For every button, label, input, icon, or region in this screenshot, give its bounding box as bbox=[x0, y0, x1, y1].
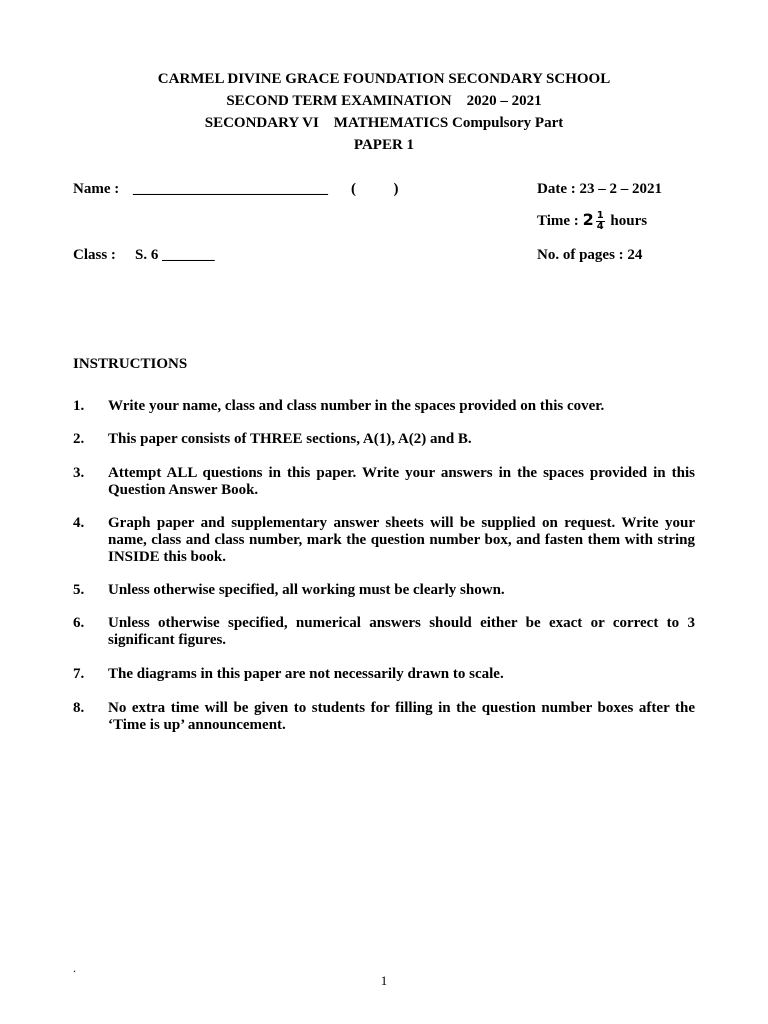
instruction-number: 8. bbox=[73, 700, 85, 716]
instruction-text: The diagrams in this paper are not necessarily drawn to scale. bbox=[108, 666, 504, 682]
time-fraction bbox=[596, 211, 605, 232]
exam-date: Date : 23 – 2 – 2021 bbox=[537, 181, 662, 197]
instruction-number: 7. bbox=[73, 666, 85, 682]
name-label: Name : bbox=[73, 181, 120, 197]
instructions-heading: INSTRUCTIONS bbox=[73, 356, 188, 372]
subject-title: SECONDARY VI MATHEMATICS Compulsory Part bbox=[204, 115, 564, 131]
instruction-text: This paper consists of THREE sections, A(1), A(2) and B. bbox=[108, 431, 472, 447]
instruction-item bbox=[73, 515, 695, 566]
time-denominator: 4 bbox=[596, 221, 604, 233]
time-numerator: 1 bbox=[596, 210, 604, 222]
instruction-text: Graph paper and supplementary answer sheets will be supplied on request. Write your name, class and class number, mark the question number box, and fasten them with string INSIDE this book. bbox=[108, 515, 695, 565]
instruction-item bbox=[73, 700, 695, 734]
instruction-number: 6. bbox=[73, 615, 85, 631]
instruction-item bbox=[73, 465, 695, 499]
instruction-item bbox=[73, 398, 695, 415]
instruction-number: 5. bbox=[73, 582, 85, 598]
instruction-text: Unless otherwise specified, numerical answers should either be exact or correct to 3 significant figures. bbox=[108, 615, 695, 648]
instruction-text: Write your name, class and class number in the spaces provided on this cover. bbox=[108, 398, 605, 414]
exam-title: SECOND TERM EXAMINATION 2020 – 2021 bbox=[226, 93, 542, 109]
instruction-item bbox=[73, 582, 695, 599]
exam-time bbox=[537, 210, 647, 232]
instruction-item bbox=[73, 615, 695, 649]
footer-mark: . bbox=[73, 961, 76, 975]
instruction-number: 1. bbox=[73, 398, 85, 414]
paper-title: PAPER 1 bbox=[353, 137, 415, 153]
time-unit: hours bbox=[610, 213, 648, 229]
page-number: 1 bbox=[380, 973, 388, 988]
instruction-text: Attempt ALL questions in this paper. Write your answers in the spaces provided in this Question Answer Book. bbox=[108, 465, 695, 498]
class-label: Class : bbox=[73, 247, 116, 263]
time-label: Time : bbox=[537, 213, 579, 229]
instruction-number: 2. bbox=[73, 431, 85, 447]
class-number-box[interactable]: ( ) bbox=[351, 181, 399, 197]
instruction-text: Unless otherwise specified, all working must be clearly shown. bbox=[108, 582, 505, 598]
instruction-item bbox=[73, 431, 695, 448]
instruction-number: 3. bbox=[73, 465, 85, 481]
name-field[interactable]: __________________________ bbox=[133, 181, 328, 197]
school-name: CARMEL DIVINE GRACE FOUNDATION SECONDARY SCHOOL bbox=[157, 71, 611, 87]
page-count: No. of pages : 24 bbox=[537, 247, 643, 263]
instruction-item bbox=[73, 666, 695, 683]
instruction-text: No extra time will be given to students for filling in the question number boxes after the ‘Time is up’ announcement. bbox=[108, 700, 695, 733]
instruction-number: 4. bbox=[73, 515, 85, 531]
time-whole: 2 bbox=[582, 210, 594, 229]
class-field[interactable]: S. 6 _______ bbox=[135, 247, 215, 263]
